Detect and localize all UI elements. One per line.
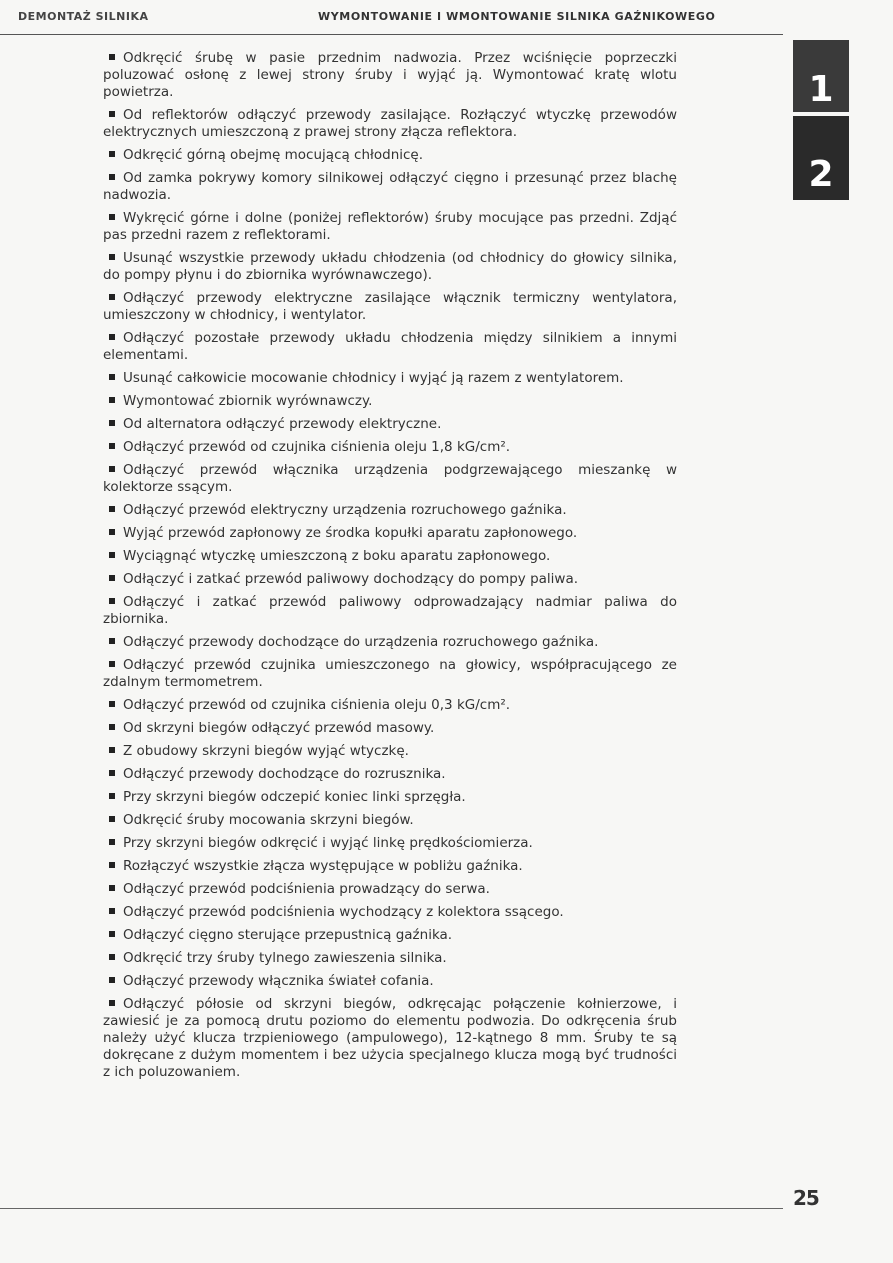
- bullet-icon: [109, 816, 115, 822]
- bullet-icon: [109, 839, 115, 845]
- bullet-icon: [109, 334, 115, 340]
- step-text: Odłączyć przewód czujnika umieszczonego na głowicy, współpracującego ze zdalnym termometrem.: [103, 657, 677, 690]
- step-text: Wyjąć przewód zapłonowy ze środka kopułki aparatu zapłonowego.: [123, 525, 578, 541]
- step-text: Odłączyć przewody elektryczne zasilające włącznik termiczny wentylatora, umieszczony w chłodnicy, i wentylator.: [103, 290, 677, 323]
- bullet-icon: [109, 443, 115, 449]
- bullet-icon: [109, 770, 115, 776]
- bullet-icon: [109, 931, 115, 937]
- step-text: Odłączyć przewód elektryczny urządzenia rozruchowego gaźnika.: [123, 502, 567, 518]
- step-text: Odłączyć przewody włącznika świateł cofania.: [123, 973, 434, 989]
- instruction-step: [103, 525, 677, 542]
- instruction-step: [103, 766, 677, 783]
- chapter-tabs: [783, 0, 893, 1263]
- step-text: Odkręcić górną obejmę mocującą chłodnicę.: [123, 147, 424, 163]
- instruction-step: [103, 250, 677, 284]
- bullet-icon: [109, 506, 115, 512]
- bullet-icon: [109, 174, 115, 180]
- section-title-right: WYMONTOWANIE I WMONTOWANIE SILNIKA GAŹNIKOWEGO: [318, 10, 716, 23]
- instruction-step: [103, 393, 677, 410]
- step-text: Odłączyć przewód podciśnienia wychodzący z kolektora ssącego.: [123, 904, 564, 920]
- instruction-step: [103, 634, 677, 651]
- step-text: Odłączyć przewody dochodzące do urządzenia rozruchowego gaźnika.: [123, 634, 599, 650]
- bullet-icon: [109, 374, 115, 380]
- step-text: Przy skrzyni biegów odkręcić i wyjąć linkę prędkościomierza.: [123, 835, 533, 851]
- bullet-icon: [109, 598, 115, 604]
- bullet-icon: [109, 466, 115, 472]
- bullet-icon: [109, 54, 115, 60]
- step-text: Od alternatora odłączyć przewody elektryczne.: [123, 416, 442, 432]
- bullet-icon: [109, 575, 115, 581]
- step-text: Odłączyć pozostałe przewody układu chłodzenia między silnikiem a innymi elementami.: [103, 330, 677, 363]
- instruction-step: [103, 657, 677, 691]
- instruction-step: [103, 147, 677, 164]
- bottom-rule: [0, 1208, 783, 1209]
- instruction-step: [103, 720, 677, 737]
- bullet-icon: [109, 420, 115, 426]
- bullet-icon: [109, 793, 115, 799]
- step-text: Odłączyć półosie od skrzyni biegów, odkręcając połączenie kołnierzowe, i zawiesić je za pomocą drutu poziomo do elementu podwozia. Do odkręcenia śrub należy użyć klucza trzpieniowego (ampulowego), 12-kątnego 8 mm. Śruby te są dokręcane z dużym momentem i bez użycia specjalnego klucza mogą być trudności z ich poluzowaniem.: [103, 996, 677, 1080]
- step-text: Odkręcić trzy śruby tylnego zawieszenia silnika.: [123, 950, 447, 966]
- bullet-icon: [109, 151, 115, 157]
- instruction-step: [103, 858, 677, 875]
- bullet-icon: [109, 661, 115, 667]
- bullet-icon: [109, 908, 115, 914]
- bullet-icon: [109, 111, 115, 117]
- instruction-step: [103, 548, 677, 565]
- bullet-icon: [109, 701, 115, 707]
- bullet-icon: [109, 552, 115, 558]
- instruction-step: [103, 571, 677, 588]
- instruction-step: [103, 290, 677, 324]
- step-text: Odkręcić śrubę w pasie przednim nadwozia. Przez wciśnięcie poprzeczki poluzować osłonę z lewej strony śruby i wyjąć ją. Wymontować kratę wlotu powietrza.: [103, 50, 677, 100]
- instruction-step: [103, 107, 677, 141]
- step-text: Wymontować zbiornik wyrównawczy.: [123, 393, 373, 409]
- page-number: 25: [793, 1186, 819, 1210]
- instruction-step: [103, 904, 677, 921]
- step-text: Odkręcić śruby mocowania skrzyni biegów.: [123, 812, 414, 828]
- bullet-icon: [109, 397, 115, 403]
- instruction-step: [103, 881, 677, 898]
- bullet-icon: [109, 294, 115, 300]
- instruction-step: [103, 416, 677, 433]
- step-text: Usunąć wszystkie przewody układu chłodzenia (od chłodnicy do głowicy silnika, do pompy płynu i do zbiornika wyrównawczego).: [103, 250, 677, 283]
- instruction-step: [103, 835, 677, 852]
- step-text: Odłączyć przewód od czujnika ciśnienia oleju 0,3 kG/cm².: [123, 697, 511, 713]
- bullet-icon: [109, 724, 115, 730]
- step-text: Odłączyć cięgno sterujące przepustnicą gaźnika.: [123, 927, 453, 943]
- step-text: Odłączyć i zatkać przewód paliwowy dochodzący do pompy paliwa.: [123, 571, 579, 587]
- bullet-icon: [109, 977, 115, 983]
- step-text: Odłączyć przewód podciśnienia prowadzący do serwa.: [123, 881, 490, 897]
- instruction-step: [103, 697, 677, 714]
- step-text: Odłączyć przewody dochodzące do rozrusznika.: [123, 766, 446, 782]
- step-text: Rozłączyć wszystkie złącza występujące w pobliżu gaźnika.: [123, 858, 523, 874]
- bullet-icon: [109, 862, 115, 868]
- bullet-icon: [109, 885, 115, 891]
- step-text: Usunąć całkowicie mocowanie chłodnicy i wyjąć ją razem z wentylatorem.: [123, 370, 624, 386]
- instruction-step: [103, 502, 677, 519]
- instruction-step: [103, 743, 677, 760]
- instruction-step: [103, 812, 677, 829]
- instruction-step: [103, 462, 677, 496]
- step-text: Wykręcić górne i dolne (poniżej reflektorów) śruby mocujące pas przedni. Zdjąć pas przedni razem z reflektorami.: [103, 210, 677, 243]
- step-text: Odłączyć i zatkać przewód paliwowy odprowadzający nadmiar paliwa do zbiornika.: [103, 594, 677, 627]
- bullet-icon: [109, 529, 115, 535]
- step-text: Odłączyć przewód włącznika urządzenia podgrzewającego mieszankę w kolektorze ssącym.: [103, 462, 677, 495]
- instruction-step: [103, 330, 677, 364]
- instruction-step: [103, 439, 677, 456]
- bullet-icon: [109, 638, 115, 644]
- instruction-list: [103, 50, 677, 1087]
- step-text: Od skrzyni biegów odłączyć przewód masowy.: [123, 720, 435, 736]
- instruction-step: [103, 973, 677, 990]
- instruction-step: [103, 210, 677, 244]
- section-title-left: DEMONTAŻ SILNIKA: [18, 10, 149, 23]
- instruction-step: [103, 950, 677, 967]
- instruction-step: [103, 170, 677, 204]
- step-text: Odłączyć przewód od czujnika ciśnienia oleju 1,8 kG/cm².: [123, 439, 511, 455]
- step-text: Przy skrzyni biegów odczepić koniec linki sprzęgła.: [123, 789, 466, 805]
- instruction-step: [103, 996, 677, 1081]
- chapter-tab-2: 2: [793, 116, 849, 200]
- step-text: Od reflektorów odłączyć przewody zasilające. Rozłączyć wtyczkę przewodów elektrycznych umieszczoną z prawej strony złącza reflektora.: [103, 107, 677, 140]
- instruction-step: [103, 789, 677, 806]
- running-header: [0, 0, 783, 35]
- bullet-icon: [109, 214, 115, 220]
- bullet-icon: [109, 254, 115, 260]
- step-text: Od zamka pokrywy komory silnikowej odłączyć cięgno i przesunąć przez blachę nadwozia.: [103, 170, 677, 203]
- step-text: Wyciągnąć wtyczkę umieszczoną z boku aparatu zapłonowego.: [123, 548, 551, 564]
- instruction-step: [103, 50, 677, 101]
- chapter-tab-1: 1: [793, 40, 849, 112]
- bullet-icon: [109, 747, 115, 753]
- instruction-step: [103, 370, 677, 387]
- step-text: Z obudowy skrzyni biegów wyjąć wtyczkę.: [123, 743, 409, 759]
- instruction-step: [103, 594, 677, 628]
- bullet-icon: [109, 954, 115, 960]
- bullet-icon: [109, 1000, 115, 1006]
- instruction-step: [103, 927, 677, 944]
